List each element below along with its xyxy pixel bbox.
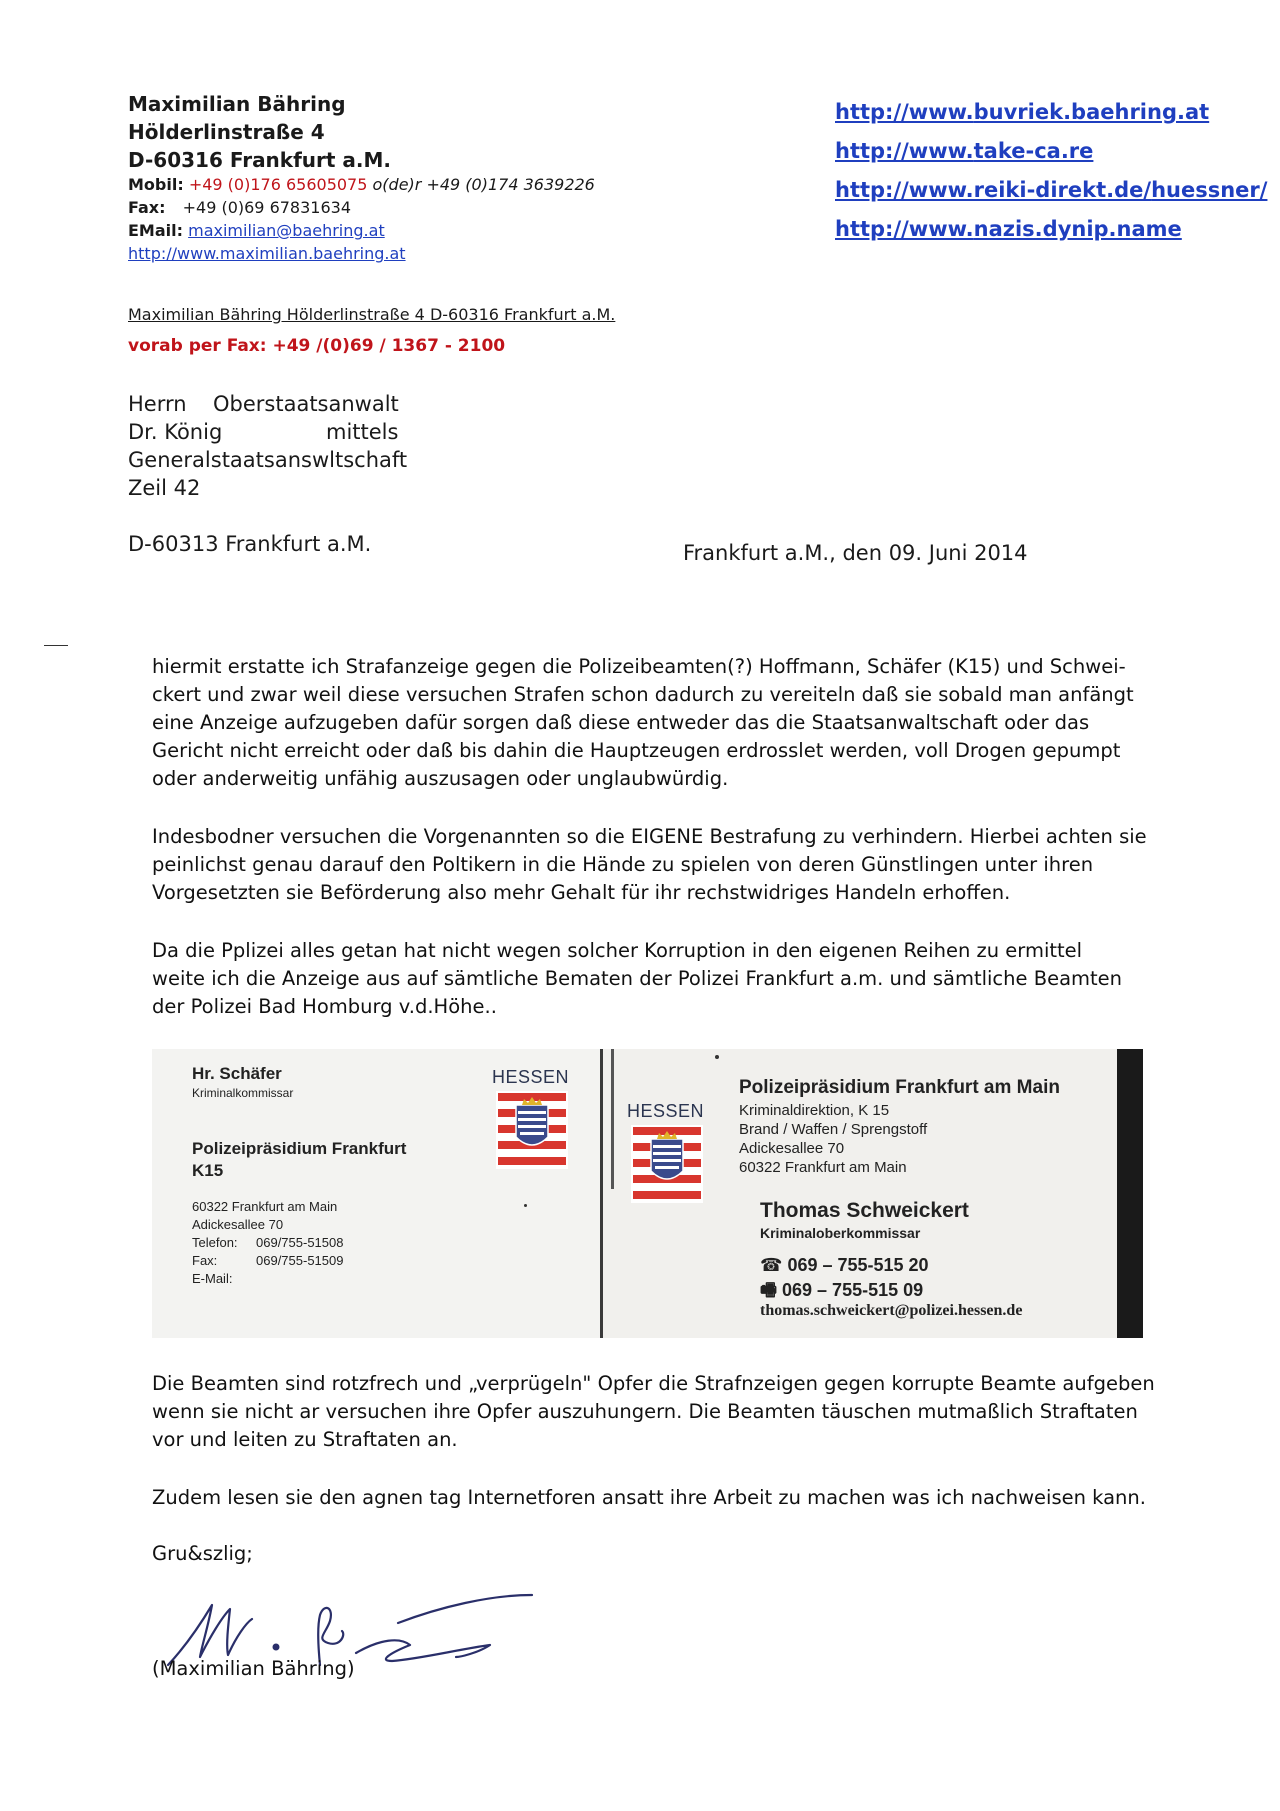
hessen-coat-of-arms-icon	[496, 1091, 568, 1174]
recipient-line2a: Dr. König	[128, 420, 223, 444]
fold-mark	[44, 645, 68, 646]
link-nazis[interactable]: http://www.nazis.dynip.name	[835, 217, 1182, 241]
card1-email-label: E-Mail:	[192, 1271, 233, 1286]
sender-fax-line	[128, 197, 351, 219]
card2-org: Polizeipräsidium Frankfurt am Main	[739, 1077, 1060, 1098]
card1-org2: K15	[192, 1161, 224, 1180]
p1-line: Gericht nicht erreicht oder daß bis dahin die Hauptzeugen erdrosslet werden, voll Drogen gepumpt	[152, 739, 1121, 762]
sender-name: Maximilian Bähring	[128, 92, 346, 116]
card2-left-edge	[611, 1049, 614, 1189]
card1-title: Kriminalkommissar	[192, 1086, 294, 1100]
fax-notice-label: vorab per Fax:	[128, 336, 267, 356]
p2-line: Indesbodner versuchen die Vorgenannten so die EIGENE Bestrafung zu verhindern. Hierbei achten sie	[152, 825, 1147, 848]
recipient-line1a: Herrn	[128, 392, 187, 416]
card2-phone-line	[760, 1255, 929, 1276]
card1-name: Hr. Schäfer	[192, 1064, 282, 1083]
link-reiki[interactable]: http://www.reiki-direkt.de/huessner/	[835, 178, 1268, 202]
card1-addr1: 60322 Frankfurt am Main	[192, 1199, 338, 1214]
business-card-schweickert	[603, 1049, 1143, 1338]
paragraph-2	[152, 823, 1147, 907]
card2-addr2: 60322 Frankfurt am Main	[739, 1159, 907, 1176]
fax-machine-icon: 🖷	[760, 1280, 777, 1300]
paragraph-4	[152, 1370, 1155, 1454]
card2-hessen-label: HESSEN	[627, 1101, 705, 1121]
card1-addr2: Adickesallee 70	[192, 1217, 284, 1232]
sender-city: D-60316 Frankfurt a.M.	[128, 148, 392, 172]
card2-email: thomas.schweickert@polizei.hessen.de	[760, 1302, 1023, 1319]
p2-line: peinlichst genau darauf den Poltikern in die Hände zu spielen von deren Günstlingen unter ihren	[152, 853, 1094, 876]
fax-label: Fax:	[128, 198, 166, 217]
link-take-care[interactable]: http://www.take-ca.re	[835, 139, 1094, 163]
p4-line: wenn sie nicht ar versuchen ihre Opfer auszuhungern. Die Beamten täuschen mutmaßlich Straftaten	[152, 1400, 1138, 1423]
card2-fax: 069 – 755-515 09	[782, 1280, 924, 1300]
paragraph-3	[152, 937, 1122, 1021]
p3-line: weite ich die Anzeige aus auf sämtliche Bematen der Polizei Frankfurt a.m. und sämtliche Beamten	[152, 967, 1123, 990]
fax-value: +49 (0)69 67831634	[182, 198, 352, 217]
card1-org1: Polizeipräsidium Frankfurt	[192, 1139, 407, 1158]
sender-mobil-line	[128, 174, 595, 196]
mobil-alt: +49 (0)174 3639226	[426, 175, 595, 194]
card2-unit: Brand / Waffen / Sprengstoff	[739, 1121, 928, 1138]
card1-hessen-label: HESSEN	[492, 1067, 570, 1087]
email-label: EMail:	[128, 221, 184, 240]
card2-addr1: Adickesallee 70	[739, 1140, 845, 1157]
p5-line: Zudem lesen sie den agnen tag Internetforen ansatt ihre Arbeit zu machen was ich nachweisen kann.	[152, 1486, 1146, 1509]
p3-line: der Polizei Bad Homburg v.d.Höhe..	[152, 995, 497, 1018]
p1-line: eine Anzeige aufzugeben dafür sorgen daß diese entweder das die Staatsanwaltschaft oder das	[152, 711, 1090, 734]
card2-phone: 069 – 755-515 20	[787, 1255, 929, 1275]
recipient-line4: Zeil 42	[128, 476, 201, 500]
link-buvriek[interactable]: http://www.buvriek.baehring.at	[835, 100, 1210, 124]
website-link[interactable]: http://www.maximilian.baehring.at	[128, 244, 406, 263]
p4-line: Die Beamten sind rotzfrech und „verprügeln" Opfer die Strafnzeigen gegen korrupte Beamte aufgeben	[152, 1372, 1155, 1395]
p3-line: Da die Pplizei alles getan hat nicht wegen solcher Korruption in den eigenen Reihen zu ermittel	[152, 939, 1083, 962]
card1-tel-label: Telefon:	[192, 1235, 238, 1250]
paragraph-5	[152, 1484, 1146, 1512]
business-card-schaefer	[152, 1049, 600, 1338]
card1-dot	[524, 1204, 527, 1207]
signature-name: (Maximilian Bähring)	[152, 1657, 355, 1680]
sender-email-line	[128, 220, 385, 242]
fax-notice-value: +49 /(0)69 / 1367 - 2100	[272, 336, 506, 356]
card1-fax: 069/755-51509	[256, 1253, 344, 1268]
p2-line: Vorgesetzten sie Beförderung also mehr Gehalt für ihr rechstwidriges Handeln erhoffen.	[152, 881, 1011, 904]
hessen-coat-of-arms-icon	[631, 1125, 703, 1208]
recipient-line2b: mittels	[326, 420, 399, 444]
card2-title: Kriminaloberkommissar	[760, 1225, 921, 1241]
closing-greeting: Gru&szlig;	[152, 1542, 253, 1565]
card2-dept: Kriminaldirektion, K 15	[739, 1102, 890, 1119]
p1-line: ckert und zwar weil diese versuchen Strafen schon dadurch zu vereiteln daß sie sobald man anfängt	[152, 683, 1134, 706]
paragraph-1	[152, 653, 1134, 793]
return-address: Maximilian Bähring Hölderlinstraße 4 D-60316 Frankfurt a.M.	[128, 305, 616, 324]
phone-icon: ☎	[760, 1255, 783, 1275]
recipient-line5: D-60313 Frankfurt a.M.	[128, 532, 372, 556]
mobil-or: o(de)r	[372, 175, 422, 194]
p1-line: hiermit erstatte ich Strafanzeige gegen die Polizeibeamten(?) Hoffmann, Schäfer (K15) und Schwei-	[152, 655, 1126, 678]
card2-name: Thomas Schweickert	[760, 1199, 969, 1222]
mobil-value: +49 (0)176 65605075	[188, 175, 368, 194]
p4-line: vor und leiten zu Straftaten an.	[152, 1428, 458, 1451]
mobil-label: Mobil:	[128, 175, 184, 194]
letter-date: Frankfurt a.M., den 09. Juni 2014	[683, 541, 1028, 565]
sender-street: Hölderlinstraße 4	[128, 120, 325, 144]
recipient-line1b: Oberstaatsanwalt	[213, 392, 399, 416]
card2-dot	[715, 1055, 719, 1059]
email-link[interactable]: maximilian@baehring.at	[188, 221, 385, 240]
card2-edge	[1117, 1049, 1143, 1338]
card1-tel: 069/755-51508	[256, 1235, 344, 1250]
card1-fax-label: Fax:	[192, 1253, 218, 1268]
p1-line: oder anderweitig unfähig auszusagen oder unglaubwürdig.	[152, 767, 729, 790]
fax-notice	[128, 336, 505, 356]
recipient-line3: Generalstaatsanswltschaft	[128, 448, 408, 472]
